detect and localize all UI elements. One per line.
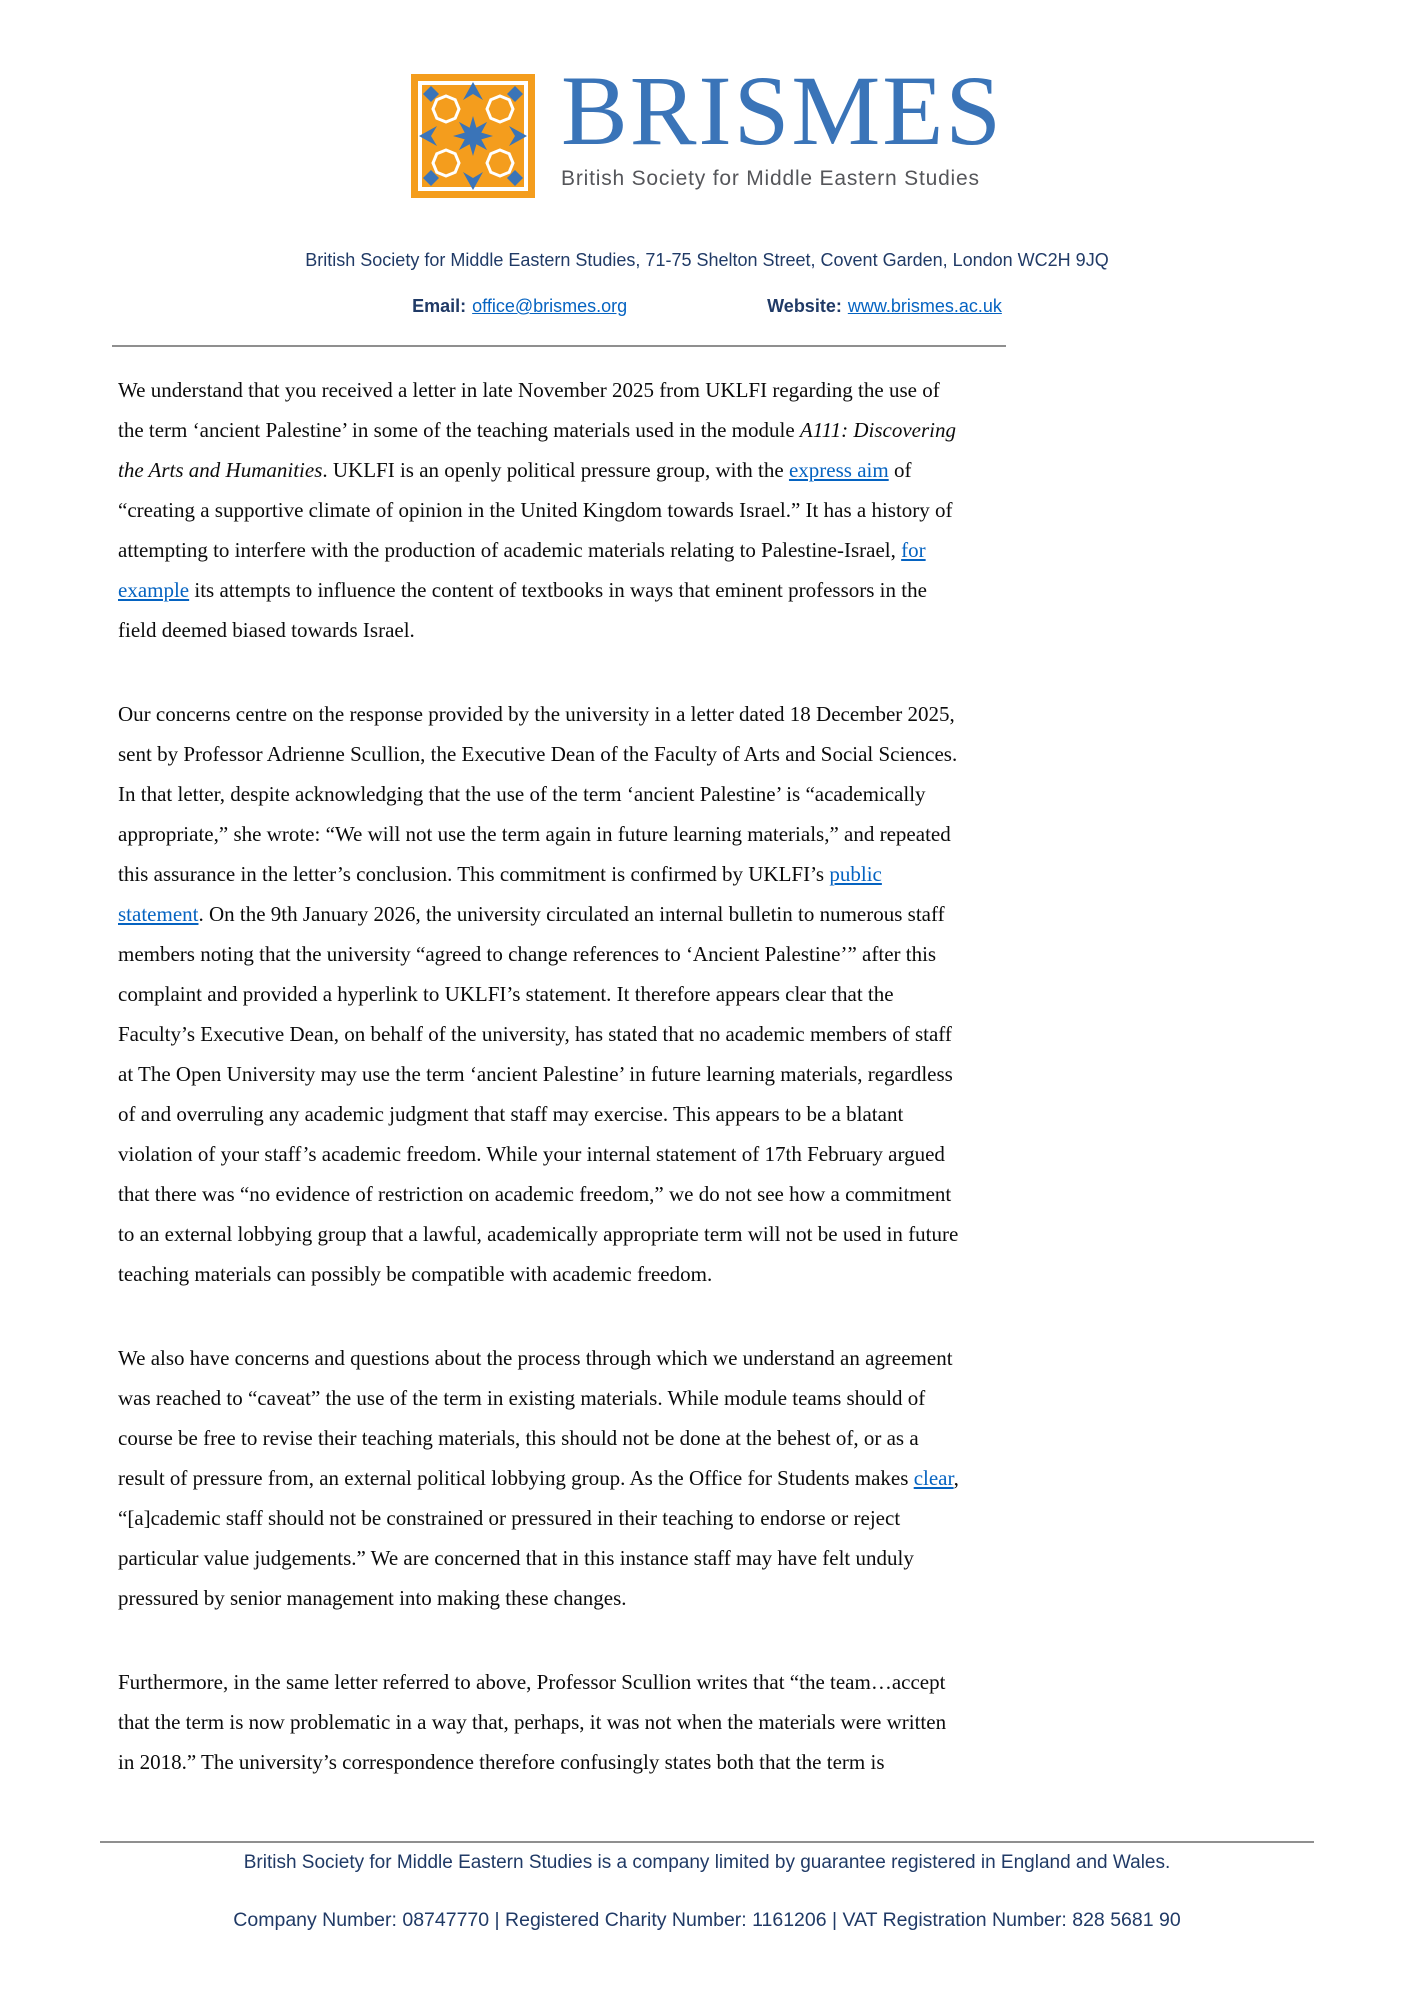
text-run: complaint and provided a hyperlink to UKLFI’s statement. It therefore appears clear that the bbox=[118, 982, 894, 1006]
text-run: result of pressure from, an external political lobbying group. As the Office for Students makes bbox=[118, 1466, 914, 1490]
inline-link[interactable]: express aim bbox=[788, 458, 889, 482]
logo-acronym: BRISMES bbox=[561, 55, 1003, 166]
text-run: particular value judgements.” We are concerned that in this instance staff may have felt unduly bbox=[118, 1546, 914, 1570]
footer-divider bbox=[100, 1841, 1314, 1843]
footer-registration-line: British Society for Middle Eastern Studies is a company limited by guarantee registered in England and Wales. bbox=[243, 1852, 1171, 1873]
body-paragraph bbox=[118, 1662, 1058, 1782]
text-run: was reached to “caveat” the use of the term in existing materials. While module teams should of bbox=[118, 1386, 926, 1410]
inline-link[interactable]: for bbox=[901, 538, 926, 562]
text-run: We also have concerns and questions about the process through which we understand an agreement bbox=[118, 1346, 953, 1370]
text-run: of and overruling any academic judgment that staff may exercise. This appears to be a blatant bbox=[118, 1102, 904, 1126]
text-run: the term ‘ancient Palestine’ in some of the teaching materials used in the module bbox=[118, 418, 800, 442]
inline-link[interactable]: example bbox=[118, 578, 190, 602]
italic-text: A111: Discovering bbox=[799, 418, 957, 442]
logo-text-block bbox=[561, 55, 1003, 191]
email-group bbox=[412, 296, 627, 317]
text-run: course be free to revise their teaching materials, this should not be done at the behest of, or as a bbox=[118, 1426, 919, 1450]
text-run: sent by Professor Adrienne Scullion, the Executive Dean of the Faculty of Arts and Social Sciences. bbox=[118, 742, 958, 766]
text-run: to an external lobbying group that a lawful, academically appropriate term will not be used in future bbox=[118, 1222, 959, 1246]
text-run: Faculty’s Executive Dean, on behalf of the university, has stated that no academic members of staff bbox=[118, 1022, 952, 1046]
brismes-logo-icon bbox=[411, 74, 535, 198]
letterhead-contact-row bbox=[0, 296, 1414, 317]
email-label: Email: bbox=[412, 296, 467, 316]
inline-link[interactable]: statement bbox=[118, 902, 199, 926]
italic-text: the Arts and Humanities bbox=[118, 458, 323, 482]
text-run: that the term is now problematic in a way that, perhaps, it was not when the materials were written bbox=[118, 1710, 947, 1734]
letterhead-logo bbox=[0, 55, 1414, 198]
text-run: In that letter, despite acknowledging that the use of the term ‘ancient Palestine’ is “academically bbox=[118, 782, 926, 806]
text-run: its attempts to influence the content of textbooks in ways that eminent professors in the bbox=[189, 578, 927, 602]
text-run: appropriate,” she wrote: “We will not use the term again in future learning materials,” and repeated bbox=[118, 822, 951, 846]
text-run: in 2018.” The university’s correspondence therefore confusingly states both that the term is bbox=[118, 1750, 885, 1774]
logo-tagline: British Society for Middle Eastern Studies bbox=[561, 167, 980, 190]
text-run: “[a]cademic staff should not be constrained or pressured in their teaching to endorse or reject bbox=[118, 1506, 901, 1530]
text-run: , bbox=[953, 1466, 959, 1490]
text-run: field deemed biased towards Israel. bbox=[118, 618, 415, 642]
website-label: Website: bbox=[767, 296, 842, 316]
website-group bbox=[767, 296, 1002, 317]
text-run: Furthermore, in the same letter referred to above, Professor Scullion writes that “the team…accept bbox=[118, 1670, 946, 1694]
text-run: members noting that the university “agreed to change references to ‘Ancient Palestine’” after this bbox=[118, 942, 937, 966]
header-divider bbox=[112, 345, 1006, 347]
text-run: attempting to interfere with the production of academic materials relating to Palestine-Israel, bbox=[118, 538, 902, 562]
text-run: We understand that you received a letter in late November 2025 from UKLFI regarding the use of bbox=[118, 378, 940, 402]
text-run: this assurance in the letter’s conclusion. This commitment is confirmed by UKLFI’s bbox=[118, 862, 830, 886]
text-run: . On the 9th January 2026, the university circulated an internal bulletin to numerous staff bbox=[198, 902, 945, 926]
text-run: teaching materials can possibly be compatible with academic freedom. bbox=[118, 1262, 713, 1286]
text-run: that there was “no evidence of restriction on academic freedom,” we do not see how a commitment bbox=[118, 1182, 952, 1206]
body-paragraph bbox=[118, 694, 1058, 1294]
footer-company-numbers-line: Company Number: 08747770 | Registered Charity Number: 1161206 | VAT Registration Number: 828 5681 90 bbox=[233, 1909, 1181, 1931]
text-run: violation of your staff’s academic freedom. While your internal statement of 17th February argued bbox=[118, 1142, 945, 1166]
text-run: . UKLFI is an openly political pressure group, with the bbox=[322, 458, 789, 482]
inline-link[interactable]: clear bbox=[913, 1466, 954, 1490]
text-run: Our concerns centre on the response provided by the university in a letter dated 18 December 2025, bbox=[118, 702, 955, 726]
text-run: “creating a supportive climate of opinion in the United Kingdom towards Israel.” It has a history of bbox=[118, 498, 953, 522]
body bbox=[118, 370, 1058, 1826]
text-run: at The Open University may use the term ‘ancient Palestine’ in future learning materials, regardless bbox=[118, 1062, 953, 1086]
text-run: pressured by senior management into making these changes. bbox=[118, 1586, 627, 1610]
text-run: of bbox=[888, 458, 912, 482]
body-paragraph bbox=[118, 1338, 1058, 1618]
email-link[interactable]: office@brismes.org bbox=[472, 296, 628, 316]
website-link[interactable]: www.brismes.ac.uk bbox=[847, 296, 1002, 316]
inline-link[interactable]: public bbox=[829, 862, 882, 886]
letterhead-address: British Society for Middle Eastern Studies, 71-75 Shelton Street, Covent Garden, London WC2H 9JQ bbox=[305, 250, 1109, 270]
body-paragraph bbox=[118, 370, 1058, 650]
